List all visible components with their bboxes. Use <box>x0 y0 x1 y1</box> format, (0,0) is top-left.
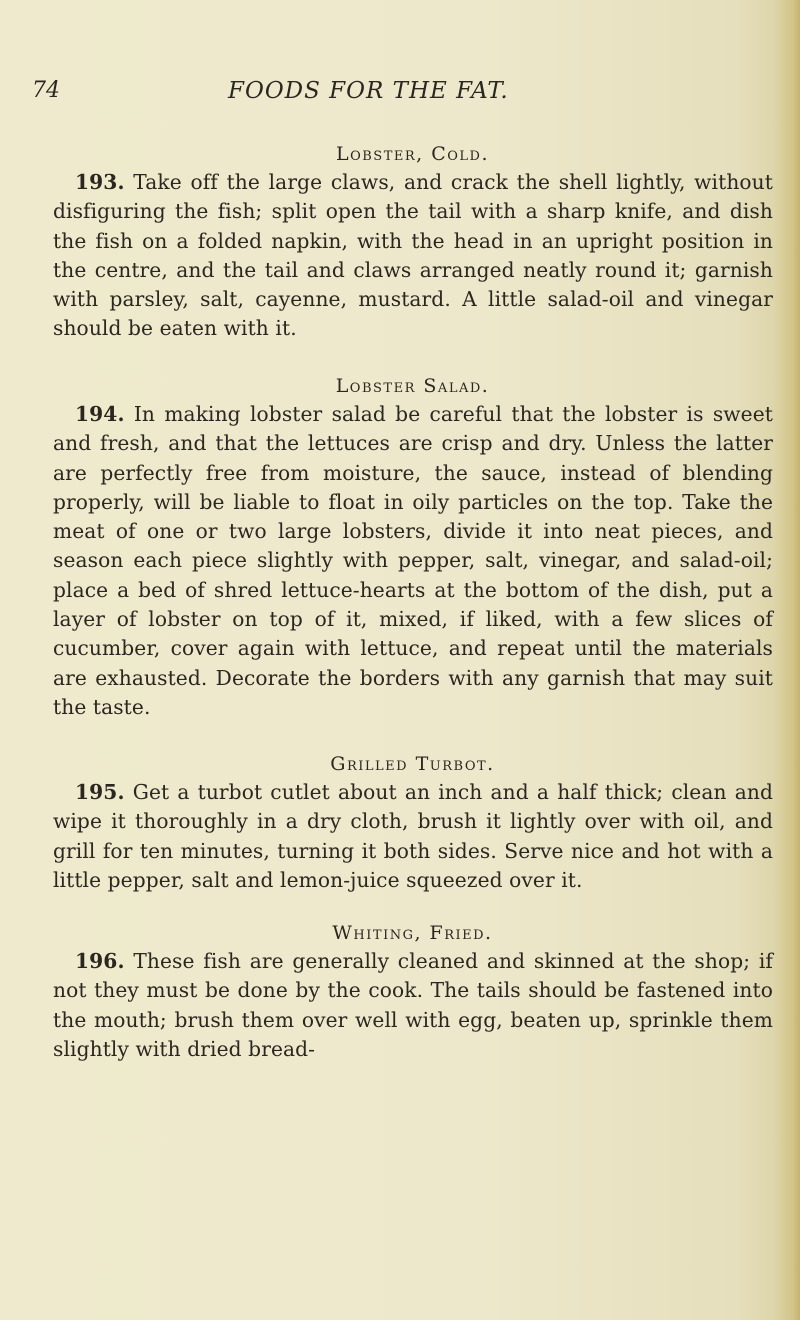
running-title: FOODS FOR THE FAT. <box>228 78 509 104</box>
recipe-paragraph-193 <box>53 168 773 344</box>
section-title-grilled-turbot: Grilled Turbot. <box>330 753 495 775</box>
recipe-paragraph-196 <box>53 947 773 1064</box>
recipe-text: In making lobster salad be careful that the lobster is sweet and fresh, and that the lettuces are crisp and dry. Unless the latter are perfectly free from moisture, the sauce, instead of blending properly, will be liable to float in oily particles on the top. Take the meat of one or two large lobsters, divide it into neat pieces, and season each piece slightly with pepper, salt, vinegar, and salad-oil; place a bed of shred lettuce-hearts at the bottom of the dish, put a layer of lobster on top of it, mixed, if liked, with a few slices of cucumber, cover again with lettuce, and repeat until the materials are exhausted. Decorate the borders with any garnish that may suit the taste. <box>53 402 773 719</box>
recipe-number: 196. <box>75 949 125 973</box>
recipe-text: These fish are generally cleaned and skinned at the shop; if not they must be done by the cook. The tails should be fastened into the mouth; brush them over well with egg, beaten up, sprinkle them slightly with dried bread- <box>53 949 773 1061</box>
section-title-whiting-fried: Whiting, Fried. <box>332 922 493 944</box>
page-number: 74 <box>32 78 60 103</box>
recipe-paragraph-194 <box>53 400 773 722</box>
section-title-lobster-salad: Lobster Salad. <box>335 375 490 397</box>
recipe-number: 193. <box>75 170 125 194</box>
recipe-number: 194. <box>75 402 125 426</box>
recipe-text: Take off the large claws, and crack the shell lightly, without disfiguring the fish; split open the tail with a sharp knife, and dish the fish on a folded napkin, with the head in an upright position in the centre, and the tail and claws arranged neatly round it; garnish with parsley, salt, cayenne, mustard. A little salad-oil and vinegar should be eaten with it. <box>53 170 773 341</box>
recipe-number: 195. <box>75 780 125 804</box>
page-edge-shading <box>774 0 800 1320</box>
section-title-lobster-cold: Lobster, Cold. <box>335 143 490 165</box>
recipe-paragraph-195 <box>53 778 773 895</box>
recipe-text: Get a turbot cutlet about an inch and a half thick; clean and wipe it thoroughly in a dry cloth, brush it lightly over with oil, and grill for ten minutes, turning it both sides. Serve nice and hot with a little pepper, salt and lemon-juice squeezed over it. <box>53 780 773 892</box>
page-header <box>32 78 660 114</box>
